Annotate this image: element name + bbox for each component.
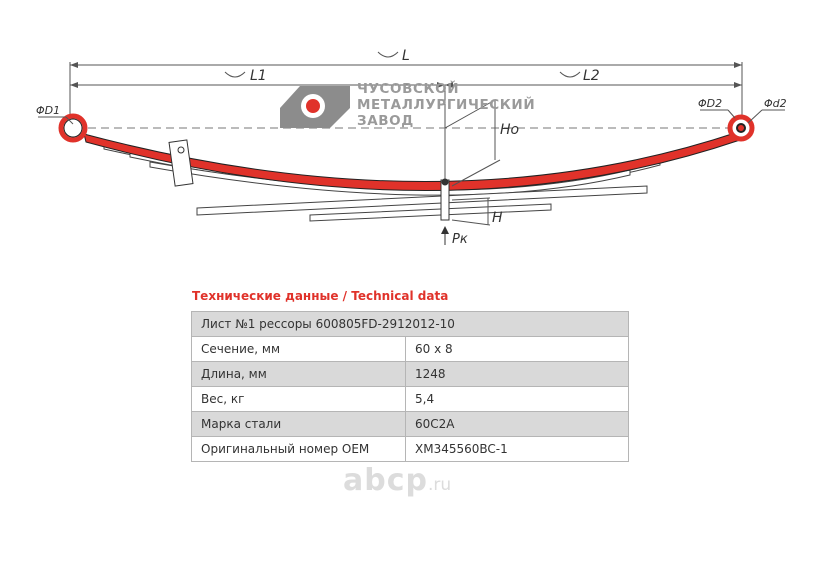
logo-text <box>357 81 535 129</box>
table-row <box>192 437 629 462</box>
watermark-suffix: .ru <box>427 475 452 495</box>
clamp <box>169 140 193 186</box>
table-row <box>192 337 629 362</box>
row-label: Вес, кг <box>192 387 406 412</box>
dim-l-label: L <box>402 48 410 64</box>
ho-label: Ho <box>500 122 520 138</box>
dim-l1-label: L1 <box>250 68 267 84</box>
dia-d2-label: ΦD2 <box>698 97 723 110</box>
leaf-spring-drawing <box>0 0 815 260</box>
row-value: 60 x 8 <box>406 337 629 362</box>
table-row <box>192 412 629 437</box>
technical-data-title: Технические данные / Technical data <box>192 289 449 303</box>
row-label: Сечение, мм <box>192 337 406 362</box>
eye-left <box>61 116 85 140</box>
h-label: H <box>492 210 503 226</box>
table-row <box>192 362 629 387</box>
dia-small-d2-label: Φd2 <box>764 97 787 110</box>
watermark <box>343 463 451 498</box>
logo-line-2: МЕТАЛЛУРГИЧЕСКИЙ <box>357 97 536 113</box>
table-header-cell: Лист №1 рессоры 600805FD-2912012-10 <box>192 312 629 337</box>
row-value: 5,4 <box>406 387 629 412</box>
logo-mark <box>280 86 350 128</box>
center-bolt <box>441 179 449 220</box>
logo-line-1: ЧУСОВСКОЙ <box>357 81 460 97</box>
dim-l2-label: L2 <box>583 68 600 84</box>
row-label: Марка стали <box>192 412 406 437</box>
eye-right <box>730 117 752 139</box>
row-label: Оригинальный номер OEM <box>192 437 406 462</box>
table-row <box>192 387 629 412</box>
logo-line-3: ЗАВОД <box>357 113 414 129</box>
pk-label: Pк <box>452 232 468 247</box>
dia-d1-label: ΦD1 <box>36 104 61 117</box>
watermark-main: abcp <box>343 463 428 498</box>
row-value: XM345560BC-1 <box>406 437 629 462</box>
row-value: 1248 <box>406 362 629 387</box>
table-header-row <box>192 312 629 337</box>
spec-table <box>191 311 629 462</box>
row-label: Длина, мм <box>192 362 406 387</box>
row-value: 60C2A <box>406 412 629 437</box>
